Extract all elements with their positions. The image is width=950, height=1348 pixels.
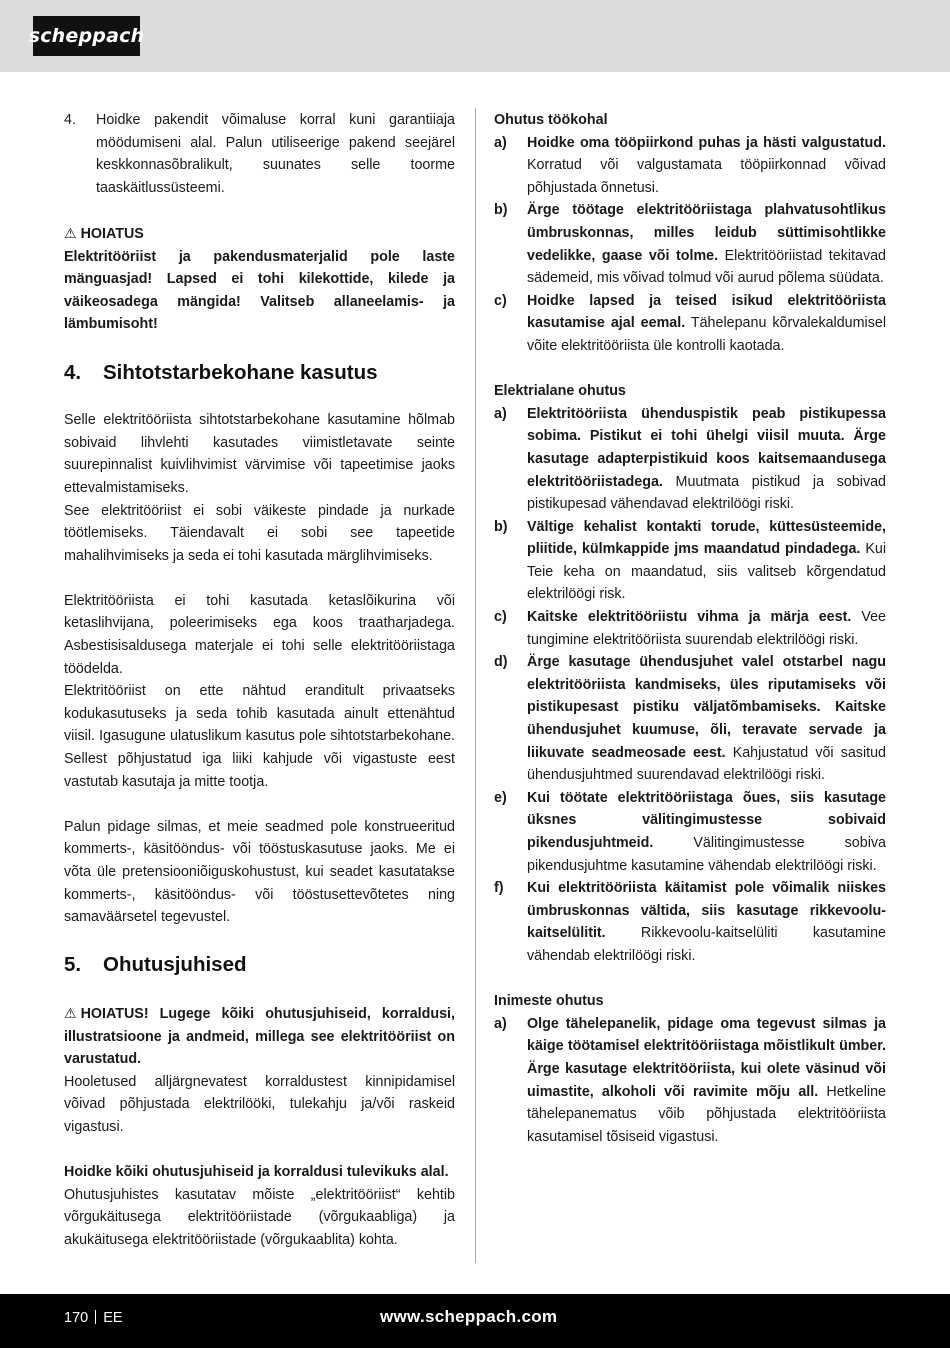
list-text bbox=[527, 651, 886, 787]
list-item bbox=[494, 651, 886, 787]
list-item bbox=[494, 516, 886, 606]
list-text bbox=[527, 290, 886, 358]
list-text bbox=[527, 877, 886, 967]
paragraph: See elektritööriist ei sobi väikeste pindade ja nurkade töötlemiseks. Täiendavalt ei sobi see tapeetide mahalihvimiseks ja seda ei tohi kasutada märglihvimiseks. bbox=[64, 502, 455, 564]
list-bold-text: Kui töötate elektritööriistaga õues, siis kasutage üksnes välitingimustesse sobivaid pikendusjuhtmeid. bbox=[527, 789, 886, 851]
list-marker: c) bbox=[494, 292, 507, 309]
list-item bbox=[494, 606, 886, 651]
list-regular-text: Vee tungimine elektritööriista suurendab elektrilöögi riski. bbox=[527, 609, 886, 648]
language-code: EE bbox=[103, 1310, 123, 1326]
subheading-work-safety: Ohutus töökohal bbox=[494, 112, 608, 128]
section-title: Ohutusjuhised bbox=[103, 953, 247, 977]
list-regular-text: Elektritööriistad tekitavad sädemeid, mis võivad tolmud või aurud põlema süüdata. bbox=[527, 247, 886, 287]
list-regular-text: Rikkevoolu-kaitselüliti kasutamine vähendab elektrilöögi riski. bbox=[527, 925, 886, 964]
list-text bbox=[527, 403, 886, 516]
list-text bbox=[527, 1013, 886, 1149]
list-regular-text: Korratud või valgustamata tööpiirkonnad võivad põhjustada õnnetusi. bbox=[527, 157, 886, 196]
list-marker: e) bbox=[494, 789, 507, 806]
keep-instructions-heading: Hoidke kõiki ohutusjuhiseid ja korraldusi tulevikuks alal. bbox=[64, 1164, 449, 1181]
section-heading-5 bbox=[64, 951, 455, 979]
section-heading-4 bbox=[64, 359, 455, 387]
item-number: 4. bbox=[64, 112, 76, 128]
list-regular-text: Tähelepanu kõrvalekaldumisel võite elektritööriista üle kontrolli kaotada. bbox=[527, 315, 886, 354]
page-separator bbox=[95, 1310, 96, 1324]
paragraph: Hooletused alljärgnevatest korraldustest kinnipidamisel võivad põhjustada elektrilööki, tulekahju ja/või raskeid vigastusi. bbox=[64, 1073, 455, 1135]
subheading-personal-safety: Inimeste ohutus bbox=[494, 993, 604, 1010]
list-item bbox=[494, 403, 886, 516]
list-marker: a) bbox=[494, 405, 507, 422]
list-text bbox=[527, 606, 886, 651]
warning-title: HOIATUS bbox=[80, 225, 144, 242]
list-regular-text: Välitingimustesse sobiva pikendusjuhtme kasutamine vähendab elektrilöögi riski. bbox=[527, 835, 886, 874]
list-bold-text: Vältige kehalist kontakti torude, küttesüsteemide, pliitide, külmkappide jms maandatud pindadega. bbox=[527, 518, 886, 558]
warning-heading bbox=[64, 222, 455, 246]
list-bold-text: Olge tähelepanelik, pidage oma tegevust silmas ja käige töötamisel elektritööriistaga mõistlikult ümber. Ärge kasutage elektritööriista, kui olete väsinud või uimastite, alkoholi või ravimite mõju all. bbox=[527, 1015, 886, 1100]
list-regular-text: Muutmata pistikud ja sobivad pistikupesad vähendavad elektrilöögi riski. bbox=[527, 473, 886, 513]
header-band bbox=[0, 0, 950, 72]
section-number: 5. bbox=[64, 953, 82, 977]
list-text bbox=[527, 516, 886, 606]
paragraph: Elektritööriista ei tohi kasutada ketaslõikurina või ketaslihvijana, poleerimiseks ega koos traatharjadega. Asbestisisaldusega materjale ei tohi selle elektritööriistaga töödelda. bbox=[64, 592, 455, 677]
list-bold-text: Ärge töötage elektritööriistaga plahvatusohtlikus ümbruskonnas, milles leidub süttimisohtlikke vedelikke, gaase või tolme. bbox=[527, 202, 886, 264]
website-link[interactable]: www.scheppach.com bbox=[380, 1307, 558, 1326]
list-bold-text: Elektritööriista ühenduspistik peab pistikupessa sobima. Pistikut ei tohi ühelgi viisil muuta. Ärge kasutage adapterpistikuid koos kaitsemaandusega elektritööriistadega. bbox=[527, 405, 886, 490]
paragraph: Selle elektritööriista sihtotstarbekohane kasutamine hõlmab sobivaid lihvlehti kasutades viimistletavate seinte suurepinnalist kuivlihvimist värvimise või tapeetimise jaoks ettevalmistamiseks. bbox=[64, 412, 455, 496]
list-text bbox=[527, 787, 886, 877]
list-regular-text: Kui Teie keha on maandatud, siis valitseb kõrgendatud elektrilöögi risk. bbox=[527, 541, 886, 603]
electrical-safety-list bbox=[494, 403, 886, 968]
section-title: Sihtotstarbekohane kasutus bbox=[103, 360, 378, 384]
paragraph: Ohutusjuhistes kasutatav mõiste „elektritööriist“ kehtib võrgukäitusega elektritööriistade (võrgukaabliga) ja akukäitusega elektritööriistade (võrgukaablita) kohta. bbox=[64, 1186, 455, 1248]
personal-safety-list bbox=[494, 1013, 886, 1149]
list-bold-text: Hoidke lapsed ja teised isikud elektritööriista kasutamise ajal eemal. bbox=[527, 292, 886, 332]
list-marker: d) bbox=[494, 654, 508, 671]
paragraph: Palun pidage silmas, et meie seadmed pole konstrueeritud kommerts-, käsitööndus- või tööstuskasutuse jaoks. Me ei võta üle pretensiooniõiguskohustust, kui seadet kasutatakse kommerts-, käsitööndus- või tööstusettevõtetes ning samaväärsetel tegevustel. bbox=[64, 818, 455, 926]
list-item bbox=[494, 787, 886, 877]
section-number: 4. bbox=[64, 360, 82, 384]
list-item bbox=[494, 132, 886, 200]
work-safety-list bbox=[494, 132, 886, 358]
page-number bbox=[64, 1310, 123, 1326]
list-regular-text: Hetkeline tähelepanematus võib põhjustada elektritööriista kasutamisel tõsiseid vigastusi. bbox=[527, 1083, 886, 1145]
list-bold-text: Ärge kasutage ühendusjuhet valel otstarbel nagu elektritööriista kandmiseks, üles riputamiseks või pistikupesast pistiku väljatõmbamiseks. Kaitske ühendusjuhet kuumuse, õli, teravate servade ja liikuvate seadmeosade eest. bbox=[527, 654, 886, 761]
list-item bbox=[494, 199, 886, 289]
list-marker: b) bbox=[494, 518, 508, 535]
list-item bbox=[494, 877, 886, 967]
list-text bbox=[527, 199, 886, 289]
page-number-value: 170 bbox=[64, 1310, 89, 1326]
warning-text: Elektritööriist ja pakendusmaterjalid pole laste mänguasjad! Lapsed ei tohi kilekottide, kilede ja väikeosadega mängida! Valitseb allaneelamis- ja lämbumisoht! bbox=[64, 248, 455, 333]
list-bold-text: Kaitske elektritööriistu vihma ja märja eest. bbox=[527, 609, 852, 626]
warning-triangle-icon: ⚠ bbox=[64, 1004, 77, 1021]
list-marker: b) bbox=[494, 202, 508, 219]
list-regular-text: Kahjustatud või sasitud ühendusjuhtmed suurendavad elektrilöögi riski. bbox=[527, 744, 886, 784]
list-marker: a) bbox=[494, 1015, 507, 1032]
column-divider bbox=[475, 108, 476, 1263]
subheading-electrical-safety: Elektrialane ohutus bbox=[494, 383, 626, 400]
item-text: Hoidke pakendit võimaluse korral kuni garantiiaja möödumiseni alal. Palun utiliseerige pakend seejärel keskkonnasõbralikult, suunates selle toorme taaskäitlussüsteemi. bbox=[96, 112, 455, 196]
list-bold-text: Kui elektritööriista käitamist pole võimalik niiskes ümbruskonnas vältida, siis kasutage rikkevoolu-kaitselülitit. bbox=[527, 880, 886, 942]
scheppach-logo: scheppach bbox=[33, 16, 140, 56]
list-marker: c) bbox=[494, 609, 507, 626]
warning-triangle-icon: ⚠ bbox=[64, 224, 77, 241]
warning-bold: HOIATUS! Lugege kõiki ohutusjuhiseid, korraldusi, illustratsioone ja andmeid, millega see elektritööriist on varustatud. bbox=[64, 1005, 455, 1068]
right-column bbox=[494, 109, 886, 1148]
list-item bbox=[494, 290, 886, 358]
paragraph: Elektritööriist on ette nähtud eranditult privaatseks kodukasutuseks ja seda tohib kasutada ainult ettenähtud viisil. Igasugune ulatuslikum kasutus pole sihtotstarbekohane. Sellest põhjustatud iga liiki kahjude või vigastuste eest vastutab kasutaja ja mitte tootja. bbox=[64, 683, 455, 790]
warning-bold-text bbox=[64, 1002, 455, 1071]
packaging-item bbox=[64, 109, 455, 199]
footer-bar bbox=[0, 1294, 950, 1348]
list-bold-text: Hoidke oma tööpiirkond puhas ja hästi valgustatud. bbox=[527, 134, 886, 151]
left-column bbox=[64, 109, 455, 1252]
list-marker: a) bbox=[494, 134, 507, 151]
list-text bbox=[527, 132, 886, 200]
list-item bbox=[494, 1013, 886, 1149]
list-marker: f) bbox=[494, 880, 504, 897]
